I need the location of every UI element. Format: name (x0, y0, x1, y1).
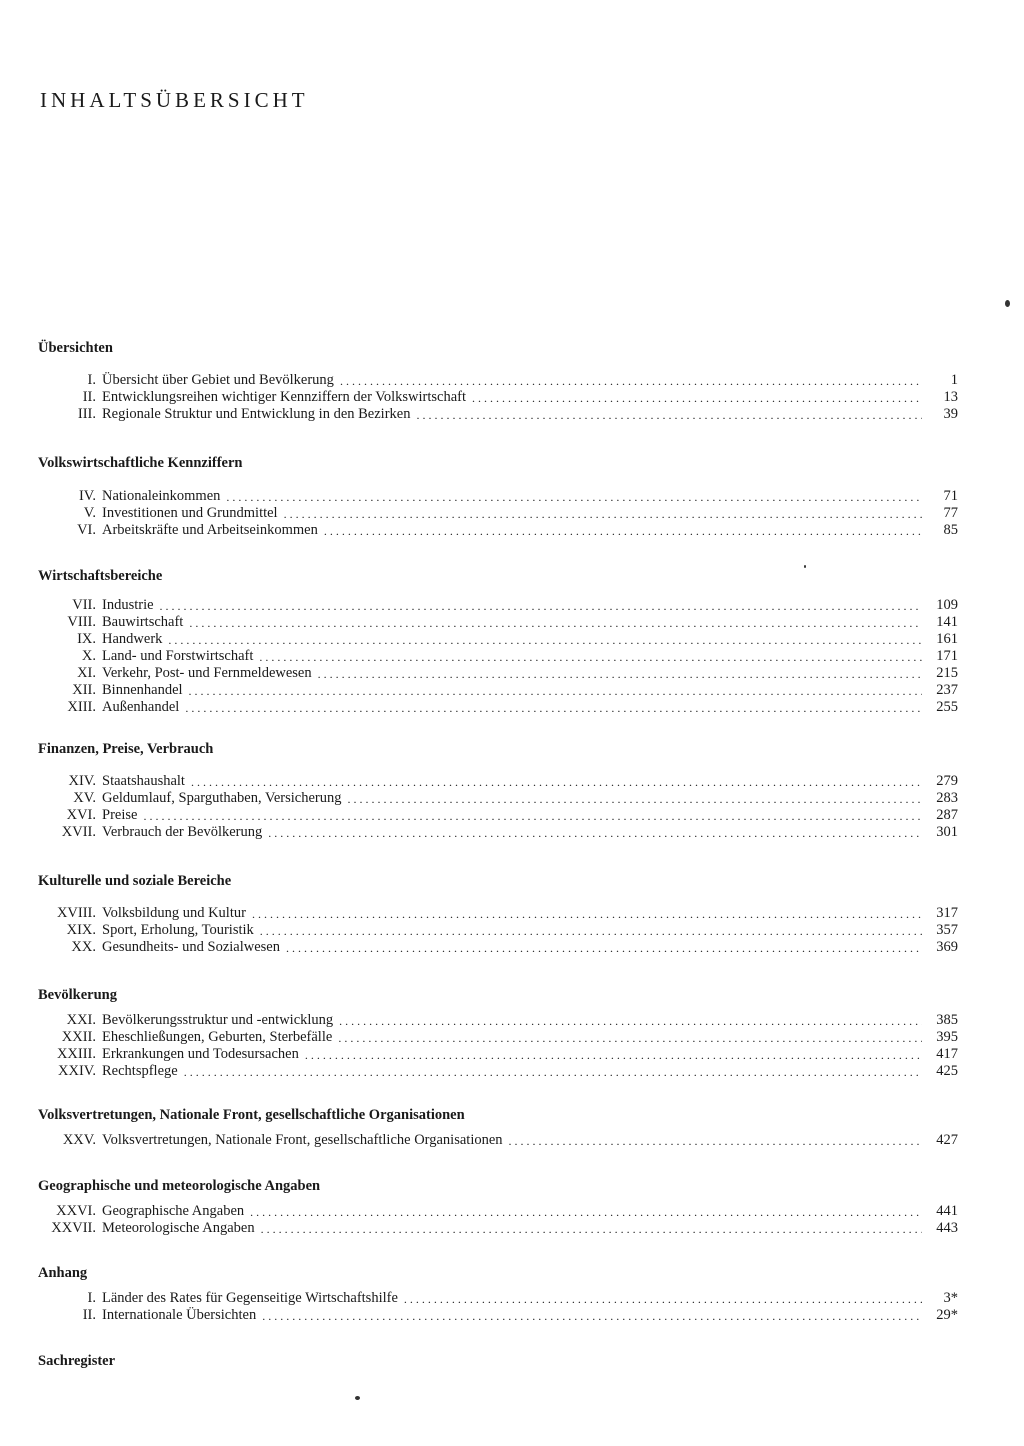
dot-leader (261, 1220, 922, 1237)
dot-leader (160, 597, 922, 614)
toc-entry[interactable] (0, 1307, 1024, 1324)
page-number: 29* (936, 1307, 958, 1323)
dot-leader (185, 699, 922, 716)
dot-leader (189, 614, 922, 631)
chapter-title: Bevölkerungsstruktur und -entwicklung (102, 1012, 334, 1028)
dot-leader (318, 665, 922, 682)
chapter-title: Meteorologische Angaben (102, 1220, 255, 1236)
chapter-number: V. (83, 505, 96, 521)
toc-entry[interactable] (0, 389, 1024, 406)
chapter-title: Rechtspflege (102, 1063, 178, 1079)
toc-entry[interactable] (0, 807, 1024, 824)
chapter-number: X. (81, 648, 96, 664)
chapter-number: VII. (72, 597, 96, 613)
chapter-title: Internationale Übersichten (102, 1307, 257, 1323)
toc-entry[interactable] (0, 682, 1024, 699)
page-number: 161 (936, 631, 958, 647)
chapter-title: Preise (102, 807, 138, 823)
page-number: 39 (943, 406, 958, 422)
scan-speck (1005, 300, 1010, 307)
chapter-number: XV. (73, 790, 96, 806)
chapter-title: Volksvertretungen, Nationale Front, gesellschaftliche Organisationen (102, 1132, 503, 1148)
chapter-number: XXIV. (58, 1063, 96, 1079)
dot-leader (168, 631, 922, 648)
chapter-title: Bauwirtschaft (102, 614, 184, 630)
dot-leader (324, 522, 922, 539)
dot-leader (184, 1063, 922, 1080)
chapter-number: XI. (77, 665, 96, 681)
toc-entry[interactable] (0, 790, 1024, 807)
toc-entry[interactable] (0, 614, 1024, 631)
page-number: 71 (943, 488, 958, 504)
toc-entry[interactable] (0, 488, 1024, 505)
chapter-number: XIV. (68, 773, 96, 789)
toc-entry[interactable] (0, 406, 1024, 423)
toc-entry[interactable] (0, 1046, 1024, 1063)
chapter-title: Außenhandel (102, 699, 180, 715)
page-number: 141 (936, 614, 958, 630)
chapter-title: Handwerk (102, 631, 163, 647)
chapter-title: Geographische Angaben (102, 1203, 245, 1219)
toc-entry[interactable] (0, 505, 1024, 522)
dot-leader (262, 1307, 922, 1324)
dot-leader (305, 1046, 922, 1063)
dot-leader (404, 1290, 922, 1307)
dot-leader (226, 488, 922, 505)
chapter-number: XVII. (61, 824, 96, 840)
chapter-number: I. (87, 1290, 96, 1306)
chapter-title: Binnenhandel (102, 682, 183, 698)
dot-leader (191, 773, 922, 790)
chapter-number: XXIII. (56, 1046, 96, 1062)
chapter-title: Staatshaushalt (102, 773, 185, 789)
chapter-number: II. (82, 1307, 96, 1323)
chapter-number: II. (82, 389, 96, 405)
page-number: 317 (936, 905, 958, 921)
page-number: 395 (936, 1029, 958, 1045)
toc-entry[interactable] (0, 648, 1024, 665)
chapter-title: Sport, Erholung, Touristik (102, 922, 254, 938)
section-heading: Geographische und meteorologische Angaben (38, 1178, 321, 1194)
dot-leader (189, 682, 922, 699)
dot-leader (268, 824, 922, 841)
chapter-title: Land- und Forstwirtschaft (102, 648, 254, 664)
scan-speck (804, 565, 806, 568)
page-number: 427 (936, 1132, 958, 1148)
chapter-number: VIII. (67, 614, 96, 630)
page-number: 369 (936, 939, 958, 955)
section-heading: Wirtschaftsbereiche (38, 568, 163, 584)
chapter-number: IV. (78, 488, 96, 504)
page-number: 443 (936, 1220, 958, 1236)
chapter-title: Länder des Rates für Gegenseitige Wirtschaftshilfe (102, 1290, 398, 1306)
chapter-number: XXII. (61, 1029, 96, 1045)
section-heading: Bevölkerung (38, 987, 117, 1003)
section-heading: Finanzen, Preise, Verbrauch (38, 741, 214, 757)
toc-entry[interactable] (0, 1063, 1024, 1080)
page-title: INHALTSÜBERSICHT (40, 88, 309, 112)
page-number: 357 (936, 922, 958, 938)
scan-speck (355, 1396, 360, 1400)
chapter-title: Arbeitskräfte und Arbeitseinkommen (102, 522, 318, 538)
page-number: 255 (936, 699, 958, 715)
chapter-number: IX. (77, 631, 96, 647)
chapter-title: Übersicht über Gebiet und Bevölkerung (102, 372, 334, 388)
toc-entry[interactable] (0, 1203, 1024, 1220)
dot-leader (416, 406, 922, 423)
chapter-number: XVI. (66, 807, 96, 823)
dot-leader (143, 807, 922, 824)
section-heading: Kulturelle und soziale Bereiche (38, 873, 232, 889)
chapter-title: Regionale Struktur und Entwicklung in den Bezirken (102, 406, 411, 422)
toc-entry[interactable] (0, 631, 1024, 648)
page-number: 13 (943, 389, 958, 405)
toc-entry[interactable] (0, 1132, 1024, 1149)
page-number: 283 (936, 790, 958, 806)
chapter-title: Gesundheits- und Sozialwesen (102, 939, 280, 955)
chapter-number: III. (77, 406, 96, 422)
toc-entry[interactable] (0, 372, 1024, 389)
toc-entry[interactable] (0, 665, 1024, 682)
dot-leader (286, 939, 922, 956)
toc-entry[interactable] (0, 905, 1024, 922)
chapter-number: XIII. (67, 699, 96, 715)
chapter-title: Entwicklungsreihen wichtiger Kennziffern der Volkswirtschaft (102, 389, 467, 405)
dot-leader (260, 922, 922, 939)
section-heading: Übersichten (38, 340, 113, 356)
page-number: 425 (936, 1063, 958, 1079)
chapter-number: XII. (72, 682, 96, 698)
toc-entry[interactable] (0, 824, 1024, 841)
toc-entry[interactable] (0, 1029, 1024, 1046)
chapter-title: Verkehr, Post- und Fernmeldewesen (102, 665, 312, 681)
toc-entry[interactable] (0, 1220, 1024, 1237)
chapter-number: XXVII. (51, 1220, 96, 1236)
section-heading: Sachregister (38, 1353, 116, 1369)
page-number: 237 (936, 682, 958, 698)
dot-leader (347, 790, 922, 807)
section-heading: Anhang (38, 1265, 88, 1281)
chapter-title: Volksbildung und Kultur (102, 905, 246, 921)
chapter-number: XVIII. (56, 905, 96, 921)
page-number: 109 (936, 597, 958, 613)
chapter-number: XX. (71, 939, 96, 955)
dot-leader (250, 1203, 922, 1220)
page-number: 417 (936, 1046, 958, 1062)
dot-leader (339, 1012, 922, 1029)
page-number: 171 (936, 648, 958, 664)
chapter-number: XXVI. (56, 1203, 96, 1219)
toc-entry[interactable] (0, 699, 1024, 716)
dot-leader (509, 1132, 922, 1149)
page-number: 215 (936, 665, 958, 681)
chapter-number: XIX. (66, 922, 96, 938)
toc-entry[interactable] (0, 1012, 1024, 1029)
toc-entry[interactable] (0, 773, 1024, 790)
chapter-number: XXV. (62, 1132, 96, 1148)
page-number: 3* (943, 1290, 958, 1306)
chapter-title: Erkrankungen und Todesursachen (102, 1046, 299, 1062)
toc-entry[interactable] (0, 939, 1024, 956)
chapter-title: Investitionen und Grundmittel (102, 505, 278, 521)
chapter-title: Verbrauch der Bevölkerung (102, 824, 263, 840)
section-heading: Volksvertretungen, Nationale Front, gesellschaftliche Organisationen (38, 1107, 465, 1123)
page-number: 85 (943, 522, 958, 538)
chapter-title: Eheschließungen, Geburten, Sterbefälle (102, 1029, 333, 1045)
section-heading: Volkswirtschaftliche Kennziffern (38, 455, 243, 471)
dot-leader (340, 372, 922, 389)
chapter-number: VI. (77, 522, 96, 538)
chapter-title: Geldumlauf, Sparguthaben, Versicherung (102, 790, 342, 806)
page-number: 385 (936, 1012, 958, 1028)
page-number: 441 (936, 1203, 958, 1219)
page-number: 1 (950, 372, 958, 388)
page-number: 279 (936, 773, 958, 789)
chapter-title: Industrie (102, 597, 154, 613)
toc-entry[interactable] (0, 922, 1024, 939)
dot-leader (472, 389, 922, 406)
page-number: 287 (936, 807, 958, 823)
page-number: 301 (936, 824, 958, 840)
toc-entry[interactable] (0, 1290, 1024, 1307)
chapter-number: I. (87, 372, 96, 388)
dot-leader (252, 905, 922, 922)
dot-leader (259, 648, 922, 665)
dot-leader (338, 1029, 922, 1046)
chapter-number: XXI. (66, 1012, 96, 1028)
toc-entry[interactable] (0, 522, 1024, 539)
dot-leader (284, 505, 922, 522)
page-number: 77 (943, 505, 958, 521)
chapter-title: Nationaleinkommen (102, 488, 221, 504)
toc-entry[interactable] (0, 597, 1024, 614)
